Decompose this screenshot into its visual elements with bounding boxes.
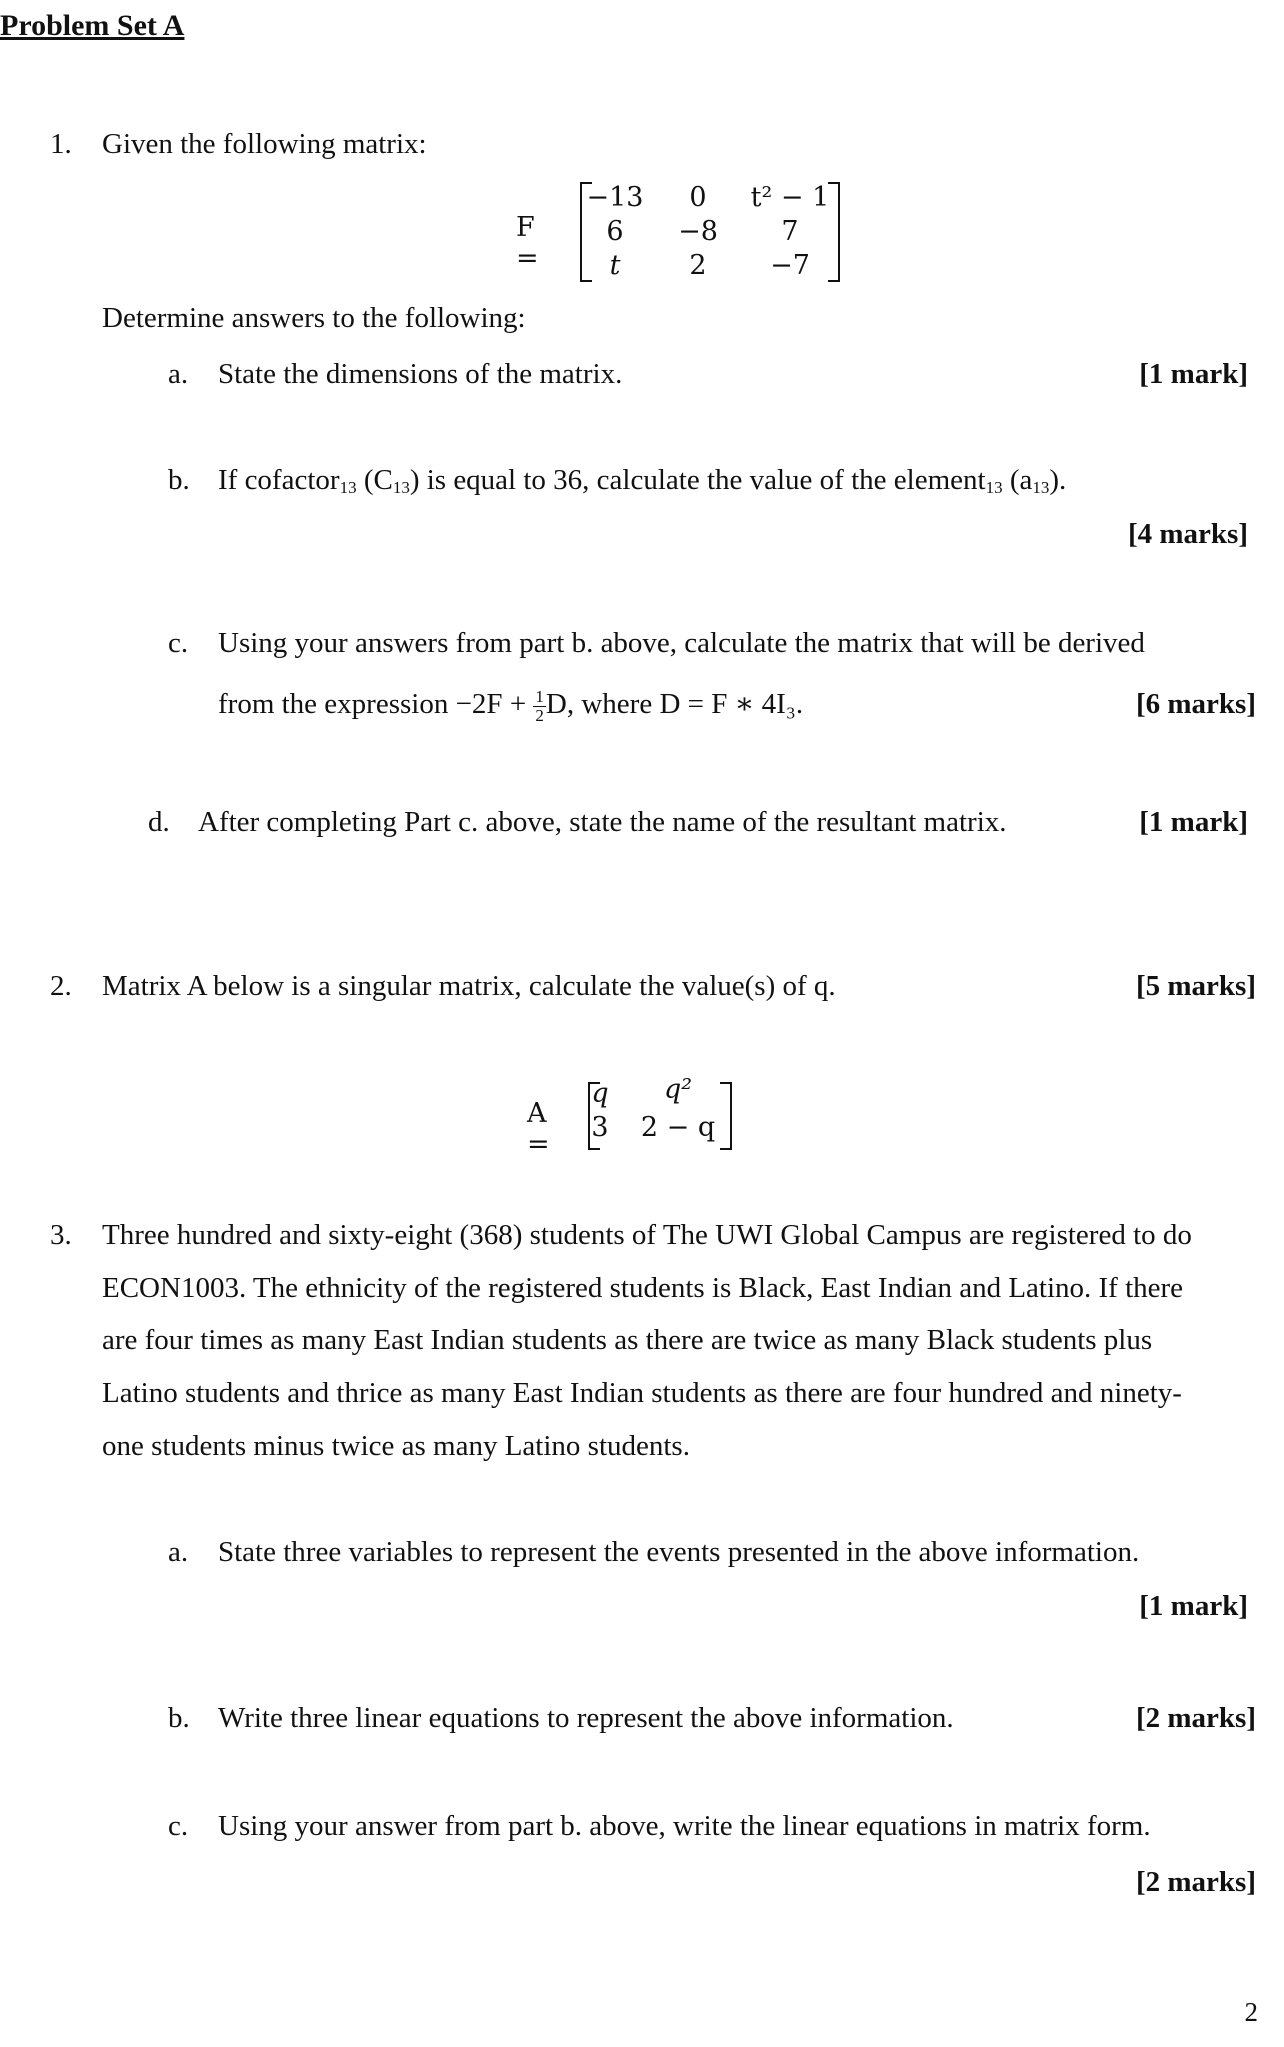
page-number: 2 bbox=[1244, 1997, 1258, 2027]
q1b-text-part: (a bbox=[1002, 464, 1033, 496]
q1c-line1: Using your answers from part b. above, calculate the matrix that will be derived bbox=[218, 627, 1145, 659]
q3-number: 3. bbox=[50, 1219, 72, 1251]
q1c-text-part: D, where D = F ∗ 4I₃. bbox=[545, 688, 804, 720]
q3b-letter: b. bbox=[168, 1702, 190, 1734]
q3a-text: State three variables to represent the events presented in the above information. bbox=[218, 1536, 1140, 1568]
q3b-marks: [2 marks] bbox=[1135, 1702, 1256, 1734]
q2-text: Matrix A below is a singular matrix, calculate the value(s) of q. bbox=[102, 970, 836, 1002]
q3c-marks: [2 marks] bbox=[1135, 1866, 1256, 1898]
q3-line-2: ECON1003. The ethnicity of the registered students is Black, East Indian and Latino. If there bbox=[102, 1272, 1184, 1304]
matrix-cell: t² − 1 bbox=[750, 182, 830, 213]
fraction-denominator: 2 bbox=[535, 705, 544, 725]
q1b-text-part: ). bbox=[1049, 464, 1067, 496]
q1d-letter: d. bbox=[148, 806, 170, 838]
matrix-cell: 2 bbox=[689, 250, 707, 281]
matrix-cell: q² bbox=[663, 1074, 693, 1105]
q1b-text-part: ) is equal to 36, calculate the value of the element bbox=[409, 464, 986, 496]
q2-marks: [5 marks] bbox=[1135, 970, 1256, 1002]
q1b-marks: [4 marks] bbox=[1127, 518, 1248, 550]
q1b-subscript: 13 bbox=[339, 478, 357, 497]
matrix-cell: 0 bbox=[689, 182, 707, 213]
matrix-cell: −13 bbox=[586, 182, 644, 213]
q1b-subscript: 13 bbox=[1032, 478, 1050, 497]
matrix-cell: −8 bbox=[678, 216, 718, 247]
q3b-text: Write three linear equations to represent the above information. bbox=[218, 1702, 954, 1734]
page-title: Problem Set A bbox=[0, 9, 185, 42]
q1b-text bbox=[218, 462, 1066, 506]
q3-line-3: are four times as many East Indian students as there are twice as many Black students plus bbox=[102, 1324, 1153, 1356]
q3-line-5: one students minus twice as many Latino students. bbox=[102, 1430, 690, 1462]
q1a-letter: a. bbox=[168, 358, 189, 390]
q1b-letter: b. bbox=[168, 464, 190, 496]
q3a-marks: [1 mark] bbox=[1139, 1590, 1248, 1622]
fraction-numerator: 1 bbox=[535, 686, 544, 706]
q1d-text: After completing Part c. above, state the name of the resultant matrix. bbox=[198, 806, 1007, 838]
matrix-cell: 6 bbox=[606, 216, 624, 247]
matrix-cell: t bbox=[609, 250, 621, 281]
q1-number: 1. bbox=[50, 128, 72, 160]
q1b-text-part: If cofactor bbox=[218, 464, 340, 496]
matrix-cell: 7 bbox=[781, 216, 799, 247]
q3c-text: Using your answer from part b. above, write the linear equations in matrix form. bbox=[218, 1810, 1151, 1842]
q1c-text-part: from the expression −2F + bbox=[218, 688, 534, 720]
q1b-subscript: 13 bbox=[392, 478, 410, 497]
matrix-a-label: A = bbox=[527, 1098, 550, 1160]
q1b-subscript: 13 bbox=[985, 478, 1003, 497]
q3c-letter: c. bbox=[168, 1810, 189, 1842]
q1c-marks: [6 marks] bbox=[1135, 688, 1256, 720]
matrix-f-label: F = bbox=[516, 212, 539, 274]
matrix-cell: 3 bbox=[591, 1112, 609, 1143]
q1c-letter: c. bbox=[168, 627, 189, 659]
matrix-cell: q bbox=[591, 1078, 609, 1109]
matrix-cell: 2 − q bbox=[640, 1112, 716, 1143]
q2-number: 2. bbox=[50, 970, 72, 1002]
q1b-text-part: (C bbox=[356, 464, 393, 496]
q1-intro: Given the following matrix: bbox=[102, 128, 427, 160]
q3-line-1: Three hundred and sixty-eight (368) students of The UWI Global Campus are registered to do bbox=[102, 1219, 1192, 1251]
q1c-line2 bbox=[218, 686, 803, 725]
q1a-marks: [1 mark] bbox=[1139, 358, 1248, 390]
q3-line-4: Latino students and thrice as many East Indian students as there are four hundred and ninety- bbox=[102, 1377, 1182, 1409]
q1a-text: State the dimensions of the matrix. bbox=[218, 358, 623, 390]
matrix-cell: −7 bbox=[770, 250, 810, 281]
fraction-one-half bbox=[533, 688, 546, 725]
q1-determine: Determine answers to the following: bbox=[102, 302, 526, 334]
q1d-marks: [1 mark] bbox=[1139, 806, 1248, 838]
q3a-letter: a. bbox=[168, 1536, 189, 1568]
